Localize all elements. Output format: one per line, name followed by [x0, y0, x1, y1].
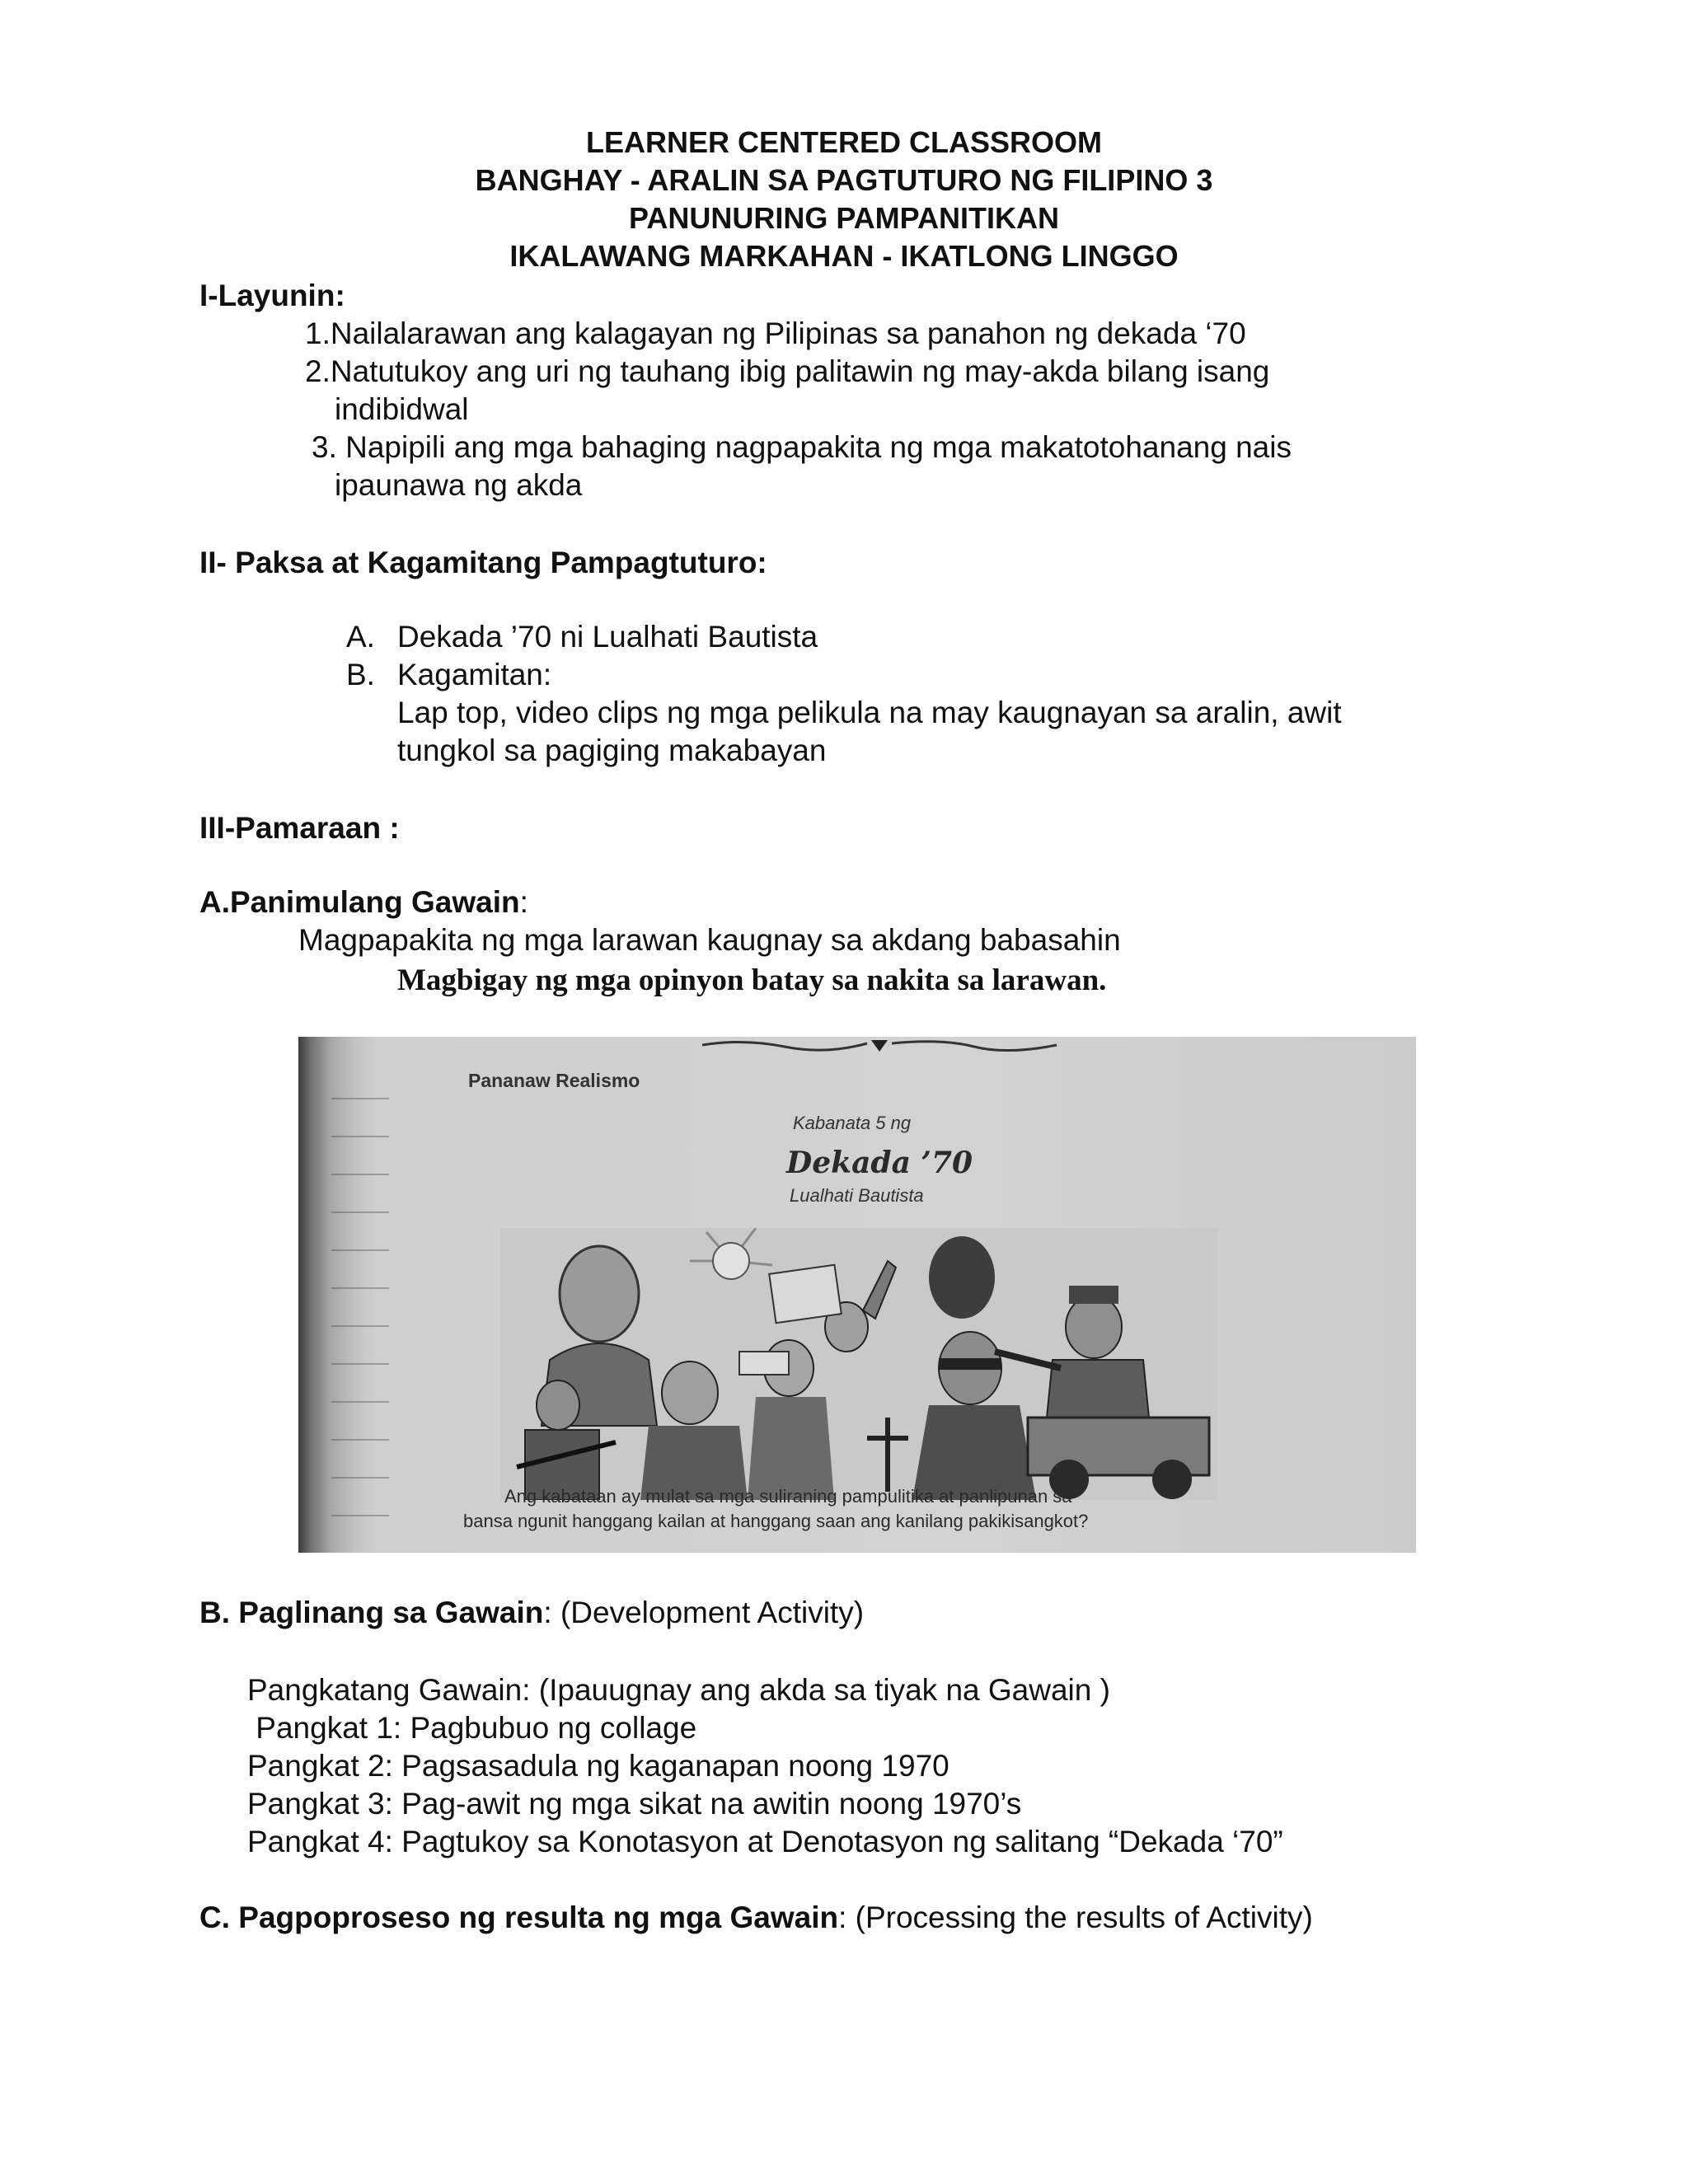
- pamaraan-heading: III-Pamaraan :: [199, 811, 400, 845]
- image-caption-line-2: bansa ngunit hanggang kailan at hanggang saan ang kanilang pakikisangkot?: [463, 1511, 1089, 1531]
- chapter-label: Kabanata 5 ng: [793, 1113, 912, 1133]
- section-label: Pananaw Realismo: [468, 1070, 640, 1091]
- protest-illustration: [500, 1228, 1217, 1500]
- pagpoproseso-title: C. Pagpoproseso ng resulta ng mga Gawain: [199, 1900, 839, 1934]
- title-line-3: PANUNURING PAMPANITIKAN: [629, 201, 1059, 235]
- paksa-a-marker: A.: [346, 620, 375, 654]
- paglinang-subtitle: : (Development Activity): [543, 1596, 865, 1629]
- pagpoproseso-heading: [199, 1900, 1313, 1935]
- panimulang-gawain-line-1: Magpapakita ng mga larawan kaugnay sa akdang babasahin: [298, 923, 1121, 957]
- layunin-heading: I-Layunin:: [199, 279, 345, 312]
- image-caption-line-1: Ang kabataan ay mulat sa mga suliraning pampulitika at panlipunan sa: [504, 1486, 1072, 1507]
- layunin-item-1: 1.Nailalarawan ang kalagayan ng Pilipinas sa panahon ng dekada ‘70: [305, 316, 1246, 350]
- paglinang-heading: [199, 1596, 864, 1630]
- pangkat-4: Pangkat 4: Pagtukoy sa Konotasyon at Denotasyon ng salitang “Dekada ‘70”: [247, 1825, 1283, 1858]
- layunin-item-2: 2.Natutukoy ang uri ng tauhang ibig palitawin ng may-akda bilang isang: [305, 354, 1270, 388]
- panimulang-gawain-heading: [199, 885, 528, 920]
- title-line-2: BANGHAY - ARALIN SA PAGTUTURO NG FILIPINO 3: [475, 163, 1213, 197]
- panimulang-gawain-line-2: Magbigay ng mga opinyon batay sa nakita sa larawan.: [397, 963, 1107, 997]
- book-author: Lualhati Bautista: [790, 1185, 924, 1206]
- pangkat-3: Pangkat 3: Pag-awit ng mga sikat na awitin noong 1970’s: [247, 1787, 1022, 1821]
- pagpoproseso-subtitle: : (Processing the results of Activity): [838, 1900, 1313, 1934]
- title-line-1: LEARNER CENTERED CLASSROOM: [585, 125, 1103, 159]
- book-page-image: [298, 1037, 1416, 1553]
- pangkat-1: Pangkat 1: Pagbubuo ng collage: [247, 1711, 697, 1745]
- panimulang-gawain-title: A.Panimulang Gawain: [199, 885, 520, 919]
- paksa-b-text: Kagamitan:: [397, 658, 552, 691]
- layunin-item-3-cont: ipaunawa ng akda: [335, 468, 583, 502]
- paglinang-title: B. Paglinang sa Gawain: [199, 1596, 544, 1629]
- gutter-text-lines: [331, 1062, 389, 1523]
- layunin-item-2-cont: indibidwal: [335, 392, 469, 426]
- ornament-icon: [694, 1037, 1065, 1057]
- pangkatang-gawain-intro: Pangkatang Gawain: (Ipauugnay ang akda sa tiyak na Gawain ): [247, 1673, 1110, 1707]
- paksa-b-detail-2: tungkol sa pagiging makabayan: [397, 733, 827, 767]
- pangkat-2: Pangkat 2: Pagsasadula ng kaganapan noong 1970: [247, 1749, 950, 1783]
- paksa-b-detail-1: Lap top, video clips ng mga pelikula na may kaugnayan sa aralin, awit: [397, 696, 1342, 729]
- paksa-b-marker: B.: [346, 658, 375, 691]
- book-title: Dekada ’70: [786, 1146, 973, 1180]
- layunin-item-3: 3. Napipili ang mga bahaging nagpapakita ng mga makatotohanang nais: [312, 430, 1292, 464]
- paksa-heading: II- Paksa at Kagamitang Pampagtuturo:: [199, 546, 767, 579]
- paksa-a-text: Dekada ’70 ni Lualhati Bautista: [397, 620, 818, 654]
- title-line-4: IKALAWANG MARKAHAN - IKATLONG LINGGO: [509, 239, 1179, 273]
- panimulang-gawain-colon: :: [519, 885, 528, 919]
